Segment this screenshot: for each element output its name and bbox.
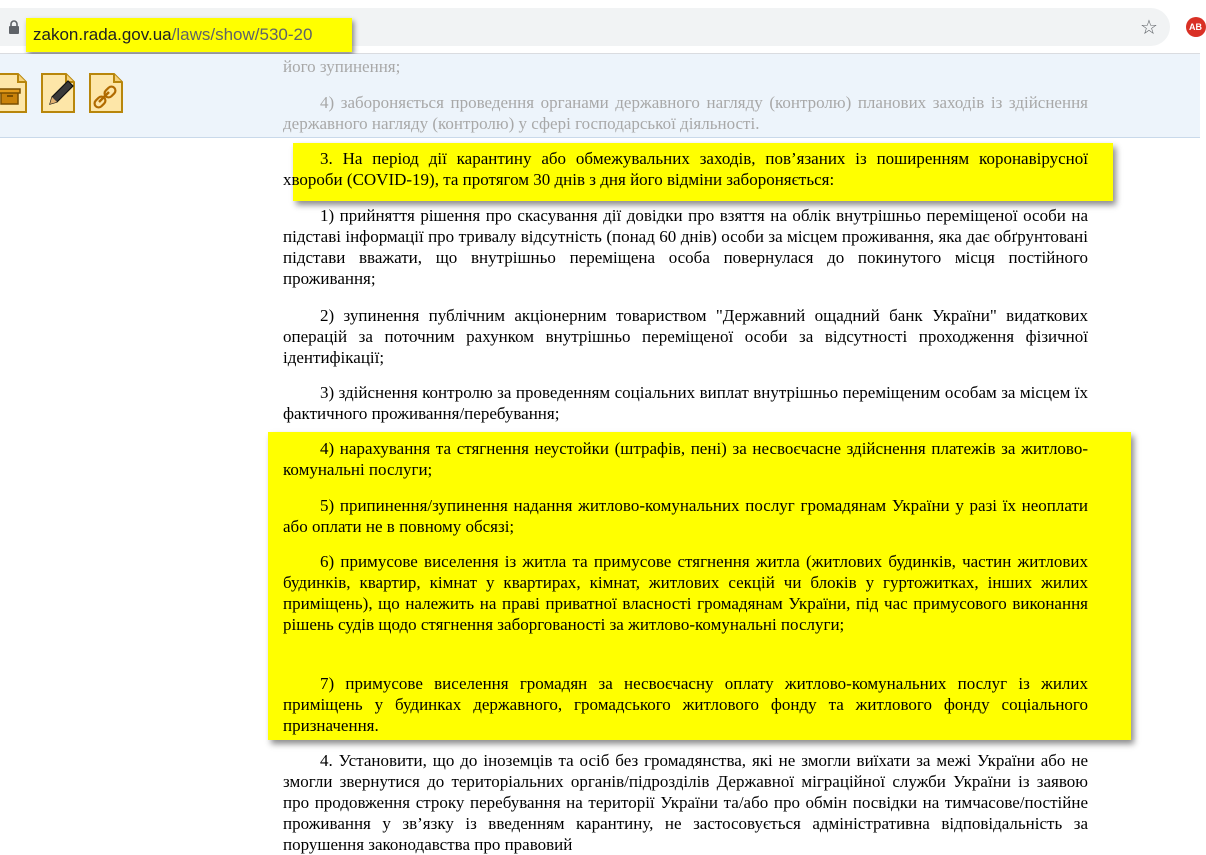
list-item-7-text: 7) примусове виселення громадян за несвоєчасну оплату житлово-комунальних послуг із жилих приміщень у будинках державного, громадського житлового фонду та житлового фонду соціального призначення. [283, 674, 1088, 735]
list-item-3 [283, 382, 1088, 424]
bookmark-star-icon[interactable]: ☆ [1140, 15, 1158, 39]
paragraph-4-text: 4. Установити, що до іноземців та осіб без громадянства, які не змогли виїхати за межі України або не змогли звернутися до територіальних органів/підрозділів Державної міграційної служби України із заявою про продовження строку перебування на території України та/або про обмін посвідки на тимчасове/постійне проживання у зв’язку із введенням карантину, не застосовується адміністративна відповідальність за порушення законодавства про правовий [283, 751, 1088, 854]
archive-document-icon[interactable] [0, 72, 28, 114]
adblock-extension-icon[interactable]: AB [1186, 17, 1206, 37]
list-item-6-text: 6) примусове виселення із житла та примусове стягнення житла (житлових будинків, частин житлових будинків, квартир, кімнат у квартирах, кімнат, житлових секцій чи блоків у гуртожитках, інших жилих приміщень), що належить на праві приватної власності громадянам України, під час примусового виконання рішень судів щодо стягнення заборгованості за житлово-комунальні послуги; [283, 552, 1088, 634]
list-item-1-text: 1) прийняття рішення про скасування дії довідки про взяття на облік внутрішньо переміщеної особи на підставі інформації про тривалу відсутність (понад 60 днів) особи за місцем проживання, яка дає обґрунтовані підстави вважати, що внутрішньо переміщена особа повернулася до покинутого місця постійного проживання; [283, 206, 1088, 288]
list-item-3-text: 3) здійснення контролю за проведенням соціальних виплат внутрішньо переміщеним особам за місцем їх фактичного проживання/перебування; [283, 383, 1088, 423]
list-item-5-text: 5) припинення/зупинення надання житлово-комунальних послуг громадянам України у разі їх неоплати або оплати не в повному обсязі; [283, 496, 1088, 536]
browser-toolbar [0, 0, 1200, 54]
list-item-4 [283, 438, 1088, 480]
faded-line-top: його зупинення; [283, 57, 401, 76]
paragraph-3-text: 3. На період дії карантину або обмежувальних заходів, пов’язаних із поширенням коронавірусної хвороби (COVID-19), та протягом 30 днів з дня його відміни забороняється: [283, 149, 1088, 189]
url-path: /laws/show/530-20 [171, 25, 313, 44]
paragraph-4 [283, 750, 1088, 855]
edit-document-icon[interactable] [40, 72, 76, 114]
list-item-2 [283, 305, 1088, 368]
list-item-5 [283, 495, 1088, 537]
document-toolbar-area [0, 54, 1200, 138]
list-item-7 [283, 673, 1088, 736]
list-item-2-text: 2) зупинення публічним акціонерним товариством "Державний ощадний банк України" видаткових операцій за поточним рахунком внутрішньо переміщеної особи за відсутності проходження фізичної ідентифікації; [283, 306, 1088, 367]
url-text[interactable] [33, 25, 312, 45]
lock-icon[interactable] [8, 20, 20, 34]
url-host: zakon.rada.gov.ua [33, 25, 172, 44]
address-bar[interactable] [0, 8, 1170, 46]
list-item-1 [283, 205, 1088, 289]
paragraph-3 [283, 148, 1088, 190]
list-item-4-text: 4) нарахування та стягнення неустойки (штрафів, пені) за несвоєчасне здійснення платежів за житлово-комунальні послуги; [283, 439, 1088, 479]
list-item-6 [283, 551, 1088, 635]
link-document-icon[interactable] [88, 72, 124, 114]
faded-item-4: 4) забороняється проведення органами державного нагляду (контролю) планових заходів із здійснення державного нагляду (контролю) у сфері господарської діяльності. [283, 93, 1088, 133]
